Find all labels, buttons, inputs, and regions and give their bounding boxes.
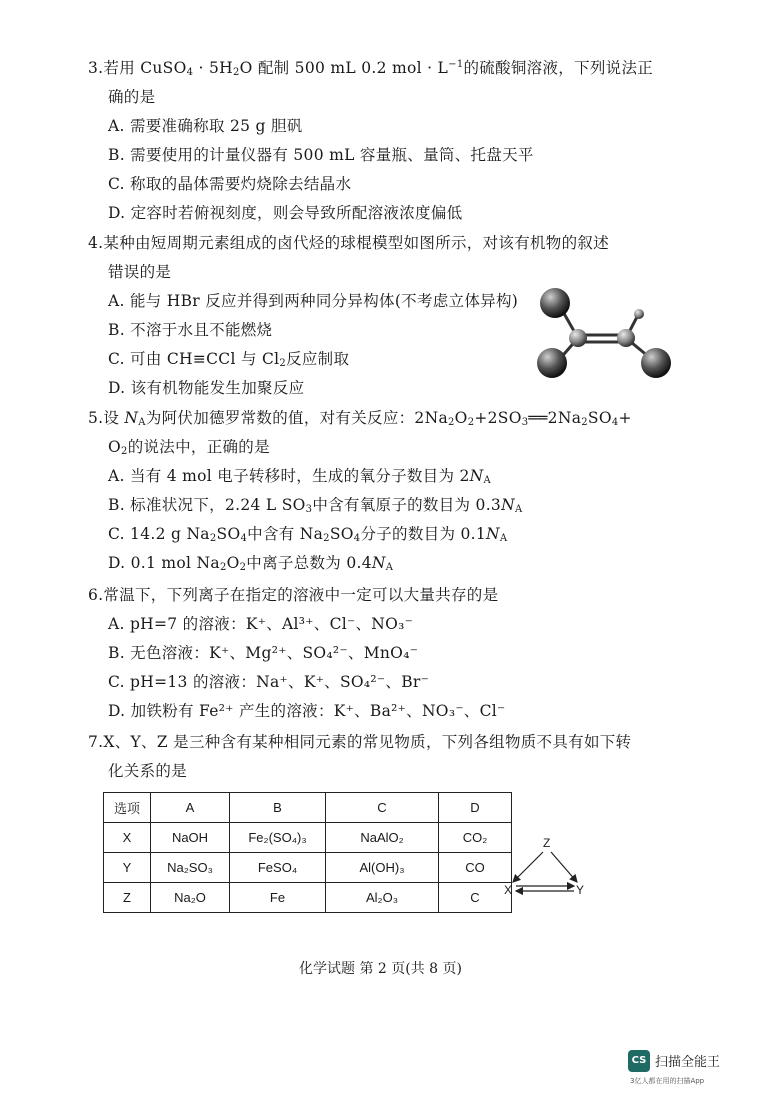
arrow-z-to-y	[551, 852, 577, 882]
q7-options-table	[103, 792, 512, 913]
c-atom-left	[569, 329, 587, 347]
table-cell: X	[104, 823, 151, 853]
diagram-label-y: Y	[576, 883, 585, 897]
table-cell: Z	[104, 883, 151, 913]
page-footer: 化学试题 第 2 页(共 8 页)	[299, 961, 462, 977]
q5-stem-line2: $O_2$的说法中，正确的是	[108, 438, 270, 457]
table-cell: Al₂O₃	[326, 883, 439, 913]
q6-option-a: A. pH=7 的溶液：K⁺、Al³⁺、Cl⁻、NO₃⁻	[108, 615, 414, 633]
table-cell: CO	[439, 853, 512, 883]
table-cell: 选项	[104, 793, 151, 823]
table-cell: NaOH	[151, 823, 230, 853]
q5-option-a: A. 当有 4 mol 电子转移时，生成的氧分子数目为 $2N_A$	[108, 467, 492, 486]
table-row	[104, 853, 512, 883]
scanner-watermark	[628, 1050, 748, 1090]
table-cell: B	[230, 793, 326, 823]
table-cell: Al(OH)₃	[326, 853, 439, 883]
table-cell: Fe₂(SO₄)₃	[230, 823, 326, 853]
q3-option-b: B. 需要使用的计量仪器有 500 mL 容量瓶、量筒、托盘天平	[108, 146, 534, 164]
diagram-label-z: Z	[543, 836, 551, 850]
q3-option-c: C. 称取的晶体需要灼烧除去结晶水	[108, 175, 352, 193]
table-cell: C	[326, 793, 439, 823]
arrow-z-to-x	[513, 852, 543, 882]
table-cell: CO₂	[439, 823, 512, 853]
q3-option-d: D. 定容时若俯视刻度，则会导致所配溶液浓度偏低	[108, 204, 463, 222]
q5-option-d: D. 0.1 mol $Na_2O_2$中离子总数为 $0.4N_A$	[108, 554, 394, 573]
q4-stem-line1: 4.某种由短周期元素组成的卤代烃的球棍模型如图所示，对该有机物的叙述	[88, 234, 609, 252]
brand-tagline: 3亿人都在用的扫描App	[630, 1077, 705, 1085]
table-cell: Fe	[230, 883, 326, 913]
table-cell: D	[439, 793, 512, 823]
q6-option-b: B. 无色溶液：K⁺、Mg²⁺、SO₄²⁻、MnO₄⁻	[108, 644, 419, 662]
q5-option-b: B. 标准状况下，2.24 L $SO_3$中含有氧原子的数目为 $0.3N_A$	[108, 496, 523, 515]
q4-option-c: C. 可由 CH≡CCl 与 $Cl_2$反应制取	[108, 350, 350, 369]
q6-stem: 6.常温下，下列离子在指定的溶液中一定可以大量共存的是	[88, 586, 499, 604]
ball-stick-model-figure	[528, 283, 678, 393]
brand-name: 扫描全能王	[655, 1055, 721, 1070]
table-cell: A	[151, 793, 230, 823]
q3-stem-line2: 确的是	[108, 88, 156, 106]
table-cell: Y	[104, 853, 151, 883]
q4-stem-line2: 错误的是	[108, 263, 172, 281]
q7-stem-line1: 7.X、Y、Z 是三种含有某种相同元素的常见物质，下列各组物质不具有如下转	[88, 733, 632, 751]
cl-atom-bottom-right	[641, 348, 671, 378]
xyz-conversion-diagram	[498, 832, 598, 902]
q5-option-c: C. 14.2 g $Na_2SO_4$中含有 $Na_2SO_4$分子的数目为 $0.1N_A$	[108, 525, 508, 544]
q3-stem-line1: 3.若用 CuSO$_4$ · $5H_2O$ 配制 500 mL 0.2 mol · $L^{-1}$的硫酸铜溶液，下列说法正	[88, 59, 654, 78]
table-cell: C	[439, 883, 512, 913]
table-row	[104, 823, 512, 853]
cl-atom-bottom-left	[537, 348, 567, 378]
cl-atom-top-left	[540, 288, 570, 318]
q4-option-a: A. 能与 HBr 反应并得到两种同分异构体(不考虑立体异构)	[108, 292, 519, 310]
table-cell: FeSO₄	[230, 853, 326, 883]
q5-stem-line1: 5.设 $N_A$为阿伏加德罗常数的值，对有关反应：$2Na_2O_2+2SO_3══2Na_2SO_4+$	[88, 409, 632, 428]
q7-stem-line2: 化关系的是	[108, 762, 188, 780]
table-cell: Na₂O	[151, 883, 230, 913]
q6-option-c: C. pH=13 的溶液：Na⁺、K⁺、SO₄²⁻、Br⁻	[108, 673, 430, 691]
table-row	[104, 793, 512, 823]
q3-option-a: A. 需要准确称取 25 g 胆矾	[108, 117, 303, 135]
cs-logo-icon: CS	[628, 1050, 650, 1072]
q4-option-d: D. 该有机物能发生加聚反应	[108, 379, 305, 397]
h-atom	[634, 309, 644, 319]
c-atom-right	[617, 329, 635, 347]
q4-option-b: B. 不溶于水且不能燃烧	[108, 321, 273, 339]
diagram-label-x: X	[504, 883, 513, 897]
table-cell: Na₂SO₃	[151, 853, 230, 883]
table-cell: NaAlO₂	[326, 823, 439, 853]
table-row	[104, 883, 512, 913]
q6-option-d: D. 加铁粉有 Fe²⁺ 产生的溶液：K⁺、Ba²⁺、NO₃⁻、Cl⁻	[108, 702, 506, 720]
